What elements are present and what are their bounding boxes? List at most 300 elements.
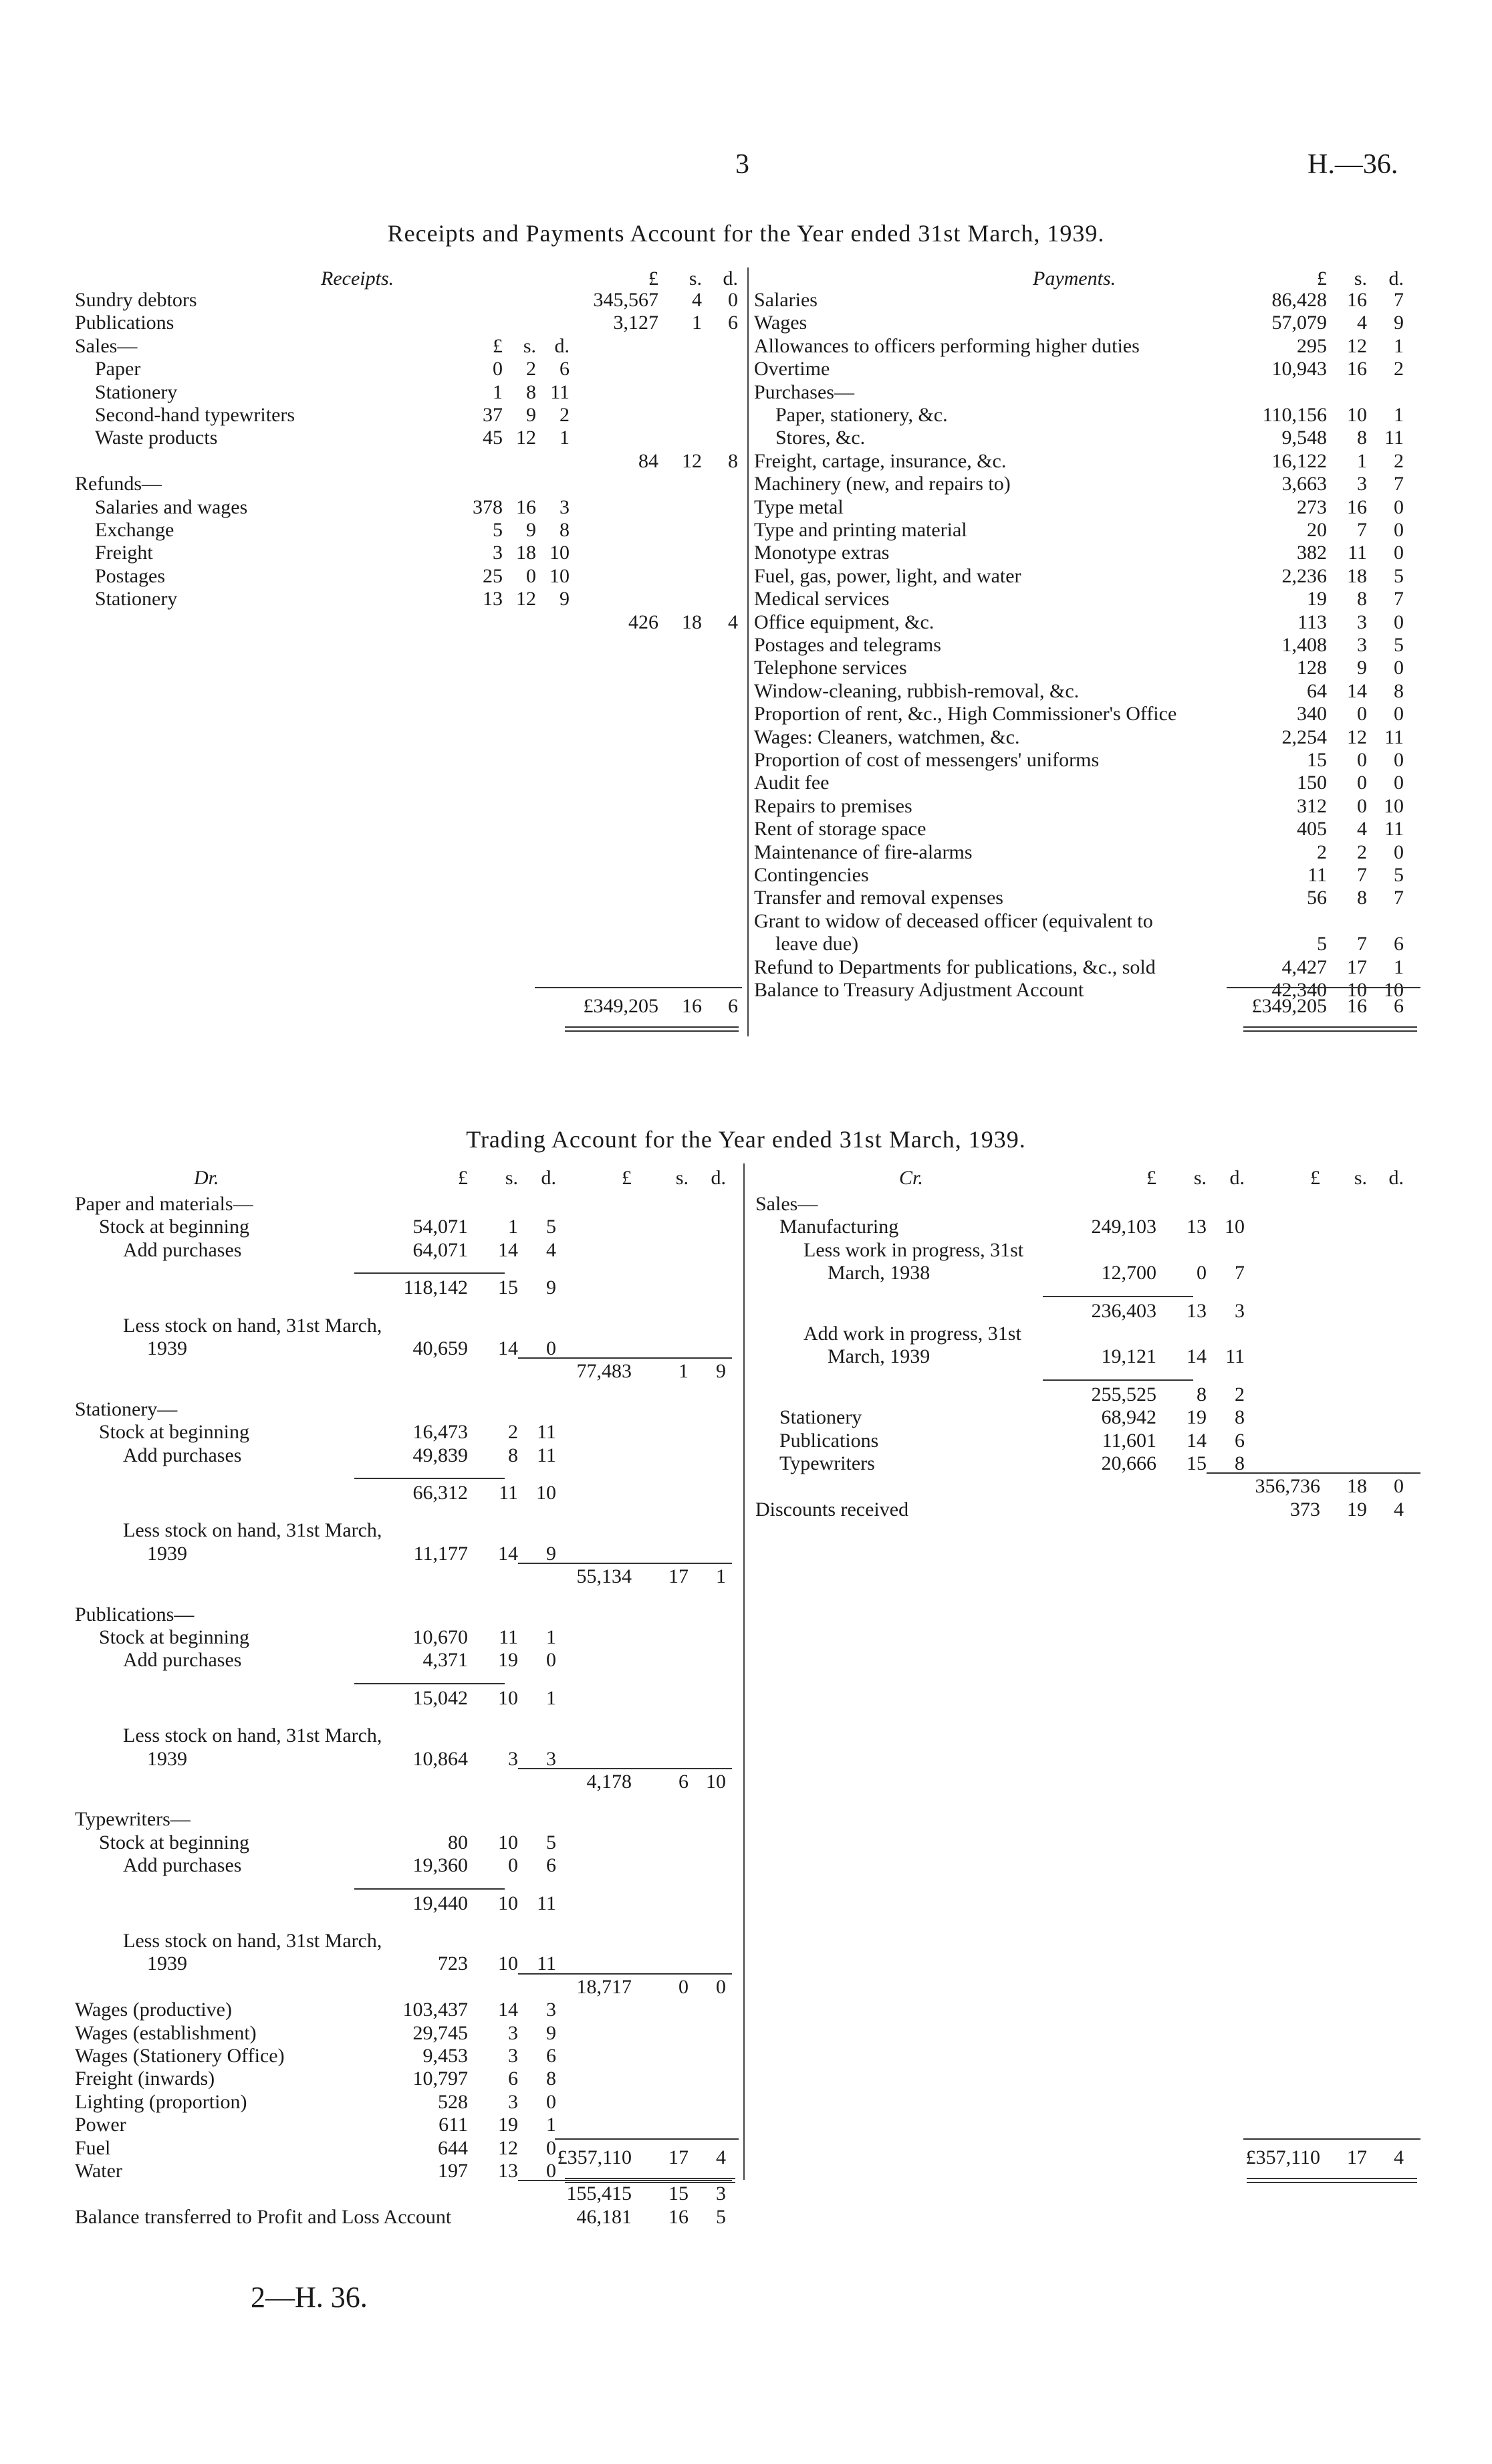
debit-row [0,1603,1492,1626]
payment-amount-shillings: 12 [1347,334,1367,357]
debit-label: Wages (Stationery Office) [75,2045,285,2067]
debit-amount-pence: 10 [706,1771,726,1793]
debit-sub-amount-pence: 8 [546,2067,556,2090]
debit-sum-rule [354,1888,505,1890]
payment-row [752,680,1420,703]
credit-row [0,1323,1492,1345]
receipts-total-pence: 6 [728,995,738,1017]
debit-sub-amount-pence: 9 [546,1276,556,1299]
receipts-double-rule [565,1030,739,1032]
debit-sub-amount-shillings: 12 [498,2136,518,2159]
credit-sub-amount-pounds: 11,601 [1102,1429,1156,1452]
debit-label: 1939 [147,1542,187,1565]
payment-amount-pence: 7 [1394,289,1404,311]
credit-double-rule [1247,2182,1417,2183]
payment-amount-shillings: 3 [1357,473,1367,495]
debit-label: Paper and materials— [75,1193,253,1215]
payment-amount-pounds: 3,663 [1281,473,1327,495]
credit-row [0,1300,1492,1323]
payment-label: Allowances to officers performing higher duties [754,334,1140,357]
payment-amount-pounds: 2 [1317,841,1327,863]
trading-column-heads [0,1167,1492,1190]
payment-label: Type metal [754,495,844,518]
payment-amount-pounds: 86,428 [1271,289,1327,311]
page-number: 3 [735,149,749,180]
payment-row [752,404,1420,427]
receipt-sub-amount-pence: 6 [560,358,570,380]
debit-sub-amount-pounds: 54,071 [412,1216,468,1238]
payments-total-pounds: £349,205 [1251,995,1327,1017]
payment-row [752,450,1420,473]
credit-sub-amount-pence: 8 [1235,1452,1245,1474]
payment-amount-shillings: 0 [1357,772,1367,794]
debit-row [0,1771,1492,1793]
payments-col-head-shillings: s. [1354,267,1367,290]
payments-col-head-pounds: £ [1317,267,1327,290]
debit-sub-amount-pounds: 611 [439,2114,468,2136]
debit-label: Stock at beginning [99,1216,249,1238]
receipt-sub-amount-pence: 10 [549,542,570,564]
receipt-amount-pounds: 426 [628,610,658,633]
debit-amount-pence: 9 [716,1360,726,1383]
debit-sub-amount-pounds: 49,839 [412,1444,468,1466]
payment-row [752,933,1420,956]
trading-account-title: Trading Account for the Year ended 31st March, 1939. [466,1126,1026,1153]
debit-sub-amount-pounds: 66,312 [412,1482,468,1504]
debit-sub-amount-pounds: 80 [448,1831,468,1854]
payment-amount-shillings: 18 [1347,564,1367,587]
receipt-sub-amount-pounds: 45 [483,427,503,449]
receipt-label: Second-hand typewriters [95,404,295,426]
receipt-sub-amount-shillings: 9 [526,404,536,426]
debit-sub-amount-shillings: 10 [498,1686,518,1709]
payment-amount-shillings: 11 [1348,542,1367,564]
credit-sub-amount-shillings: 13 [1187,1216,1207,1238]
credit-sub-amount-pounds: 68,942 [1101,1406,1156,1429]
debit-sub-amount-pence: 0 [546,2160,556,2182]
payment-label: Type and printing material [754,519,967,541]
payment-amount-pounds: 2,254 [1281,725,1327,748]
receipt-label: Sundry debtors [75,289,197,311]
payment-amount-shillings: 1 [1357,449,1367,472]
payment-label: Proportion of rent, &c., High Commissioner's Office [754,703,1177,725]
debit-amount-pence: 1 [716,1565,726,1588]
payment-amount-shillings: 9 [1357,657,1367,679]
payment-amount-pounds: 273 [1297,495,1327,518]
payment-amount-pounds: 110,156 [1262,404,1327,426]
debit-sub-amount-pence: 0 [546,2090,556,2113]
payment-amount-pounds: 382 [1297,542,1327,564]
debit-sub-amount-pence: 3 [546,1999,556,2021]
payments-double-rule [1243,1030,1417,1032]
receipt-label: Stationery [95,588,178,610]
receipt-row [0,496,742,519]
credit-amount-pounds: 373 [1290,1498,1320,1521]
debit-label: Balance transferred to Profit and Loss Account [75,2205,452,2228]
payment-amount-pounds: 312 [1297,794,1327,817]
credit-sub-amount-pence: 10 [1225,1216,1245,1238]
receipt-label: Refunds— [75,473,162,495]
receipt-amount-shillings: 18 [682,610,702,633]
credit-amount-pence: 0 [1394,1475,1404,1498]
debit-total-pounds: £357,110 [557,2146,632,2168]
receipt-label: Salaries and wages [95,495,248,518]
payment-amount-shillings: 0 [1357,749,1367,771]
credit-sub-amount-pence: 11 [1225,1345,1245,1368]
payment-label: Monotype extras [754,542,890,564]
debit-outer-head-pence: d. [711,1167,726,1189]
receipt-row [0,381,742,404]
receipt-sub-amount-pounds: 0 [493,358,503,380]
debit-subtotal-rule [518,1768,732,1769]
payment-label: Freight, cartage, insurance, &c. [754,449,1007,472]
payment-amount-pence: 10 [1384,979,1404,1001]
debit-sub-amount-shillings: 11 [499,1626,518,1648]
payment-amount-pence: 0 [1394,703,1404,725]
debit-total-rule [555,2138,739,2140]
page-signature: 2—H. 36. [251,2281,368,2314]
receipt-sub-amount-pence: 1 [560,427,570,449]
payment-amount-shillings: 16 [1347,289,1367,311]
debit-amount-pounds: 4,178 [586,1771,632,1793]
payment-amount-pounds: 64 [1307,679,1327,702]
payment-row [752,841,1420,864]
payment-amount-pounds: 150 [1297,772,1327,794]
credit-amount-shillings: 19 [1347,1498,1367,1521]
debit-sub-amount-pence: 11 [537,1892,556,1914]
debit-sub-amount-pence: 9 [546,2021,556,2044]
debit-total-pence: 4 [716,2146,726,2168]
debit-label: Stock at beginning [99,1421,249,1444]
debit-sub-amount-shillings: 3 [508,2090,518,2113]
payment-amount-pounds: 56 [1307,887,1327,909]
payment-label: Overtime [754,358,830,380]
receipt-amount-pence: 4 [728,610,738,633]
payment-label: Purchases— [754,380,854,403]
debit-sub-amount-shillings: 11 [499,1482,518,1504]
payment-amount-pence: 0 [1394,495,1404,518]
receipts-col-head-pounds: £ [648,267,658,290]
receipt-row [0,404,742,427]
debit-amount-pounds: 18,717 [576,1975,632,1998]
receipt-label: Sales— [75,334,138,357]
payment-amount-pence: 5 [1394,564,1404,587]
debit-row [0,2182,1492,2205]
payment-amount-pounds: 113 [1297,610,1327,633]
receipt-sub-amount-shillings: 8 [526,380,536,403]
credit-sub-amount-pounds: 19,121 [1101,1345,1156,1368]
debit-label: Stock at beginning [99,1626,249,1648]
debit-sub-amount-pounds: 4,371 [422,1649,468,1672]
receipts-total-pounds: £349,205 [583,995,658,1017]
receipt-sub-amount-pounds: 25 [483,564,503,587]
payment-amount-pence: 7 [1394,588,1404,610]
debit-sub-amount-pence: 1 [546,1686,556,1709]
credit-row [0,1475,1492,1498]
debit-sub-amount-pence: 5 [546,1831,556,1854]
debit-subtotal-rule [518,1973,732,1975]
payment-amount-pence: 0 [1394,519,1404,541]
debit-sub-amount-pounds: 9,453 [422,2045,468,2067]
credit-total-pounds: £357,110 [1245,2146,1320,2168]
receipt-row [0,473,742,495]
payment-amount-pence: 10 [1384,794,1404,817]
debit-label: 1939 [147,1337,187,1359]
credit-total-rule [1243,2138,1420,2140]
payment-label: Contingencies [754,864,869,886]
receipt-row [0,450,742,473]
payment-label: Transfer and removal expenses [754,887,1003,909]
payment-row [752,634,1420,657]
receipt-sub-amount-pence: 2 [560,404,570,426]
debit-row [0,2091,1492,2114]
payment-amount-shillings: 4 [1357,312,1367,334]
debit-sub-amount-pounds: 64,071 [412,1238,468,1261]
payment-amount-pence: 8 [1394,679,1404,702]
credit-sub-amount-pounds: 20,666 [1101,1452,1156,1474]
receipt-row [0,565,742,588]
receipt-sub-amount-pence: 8 [560,519,570,541]
receipt-label: Stationery [95,380,178,403]
credit-subtotal-rule [1207,1472,1420,1474]
receipt-row [0,519,742,542]
debit-sub-amount-pence: 1 [546,2114,556,2136]
payment-amount-shillings: 16 [1347,358,1367,380]
debit-label: Fuel [75,2136,111,2159]
debit-sub-amount-pence: 11 [537,1952,556,1975]
payment-amount-pounds: 11 [1308,864,1327,886]
credit-inner-head-shillings: s. [1193,1167,1207,1189]
payment-amount-pence: 2 [1394,358,1404,380]
debit-sub-amount-pounds: 723 [438,1952,468,1975]
credit-sub-amount-pence: 7 [1235,1262,1245,1284]
receipt-amount-shillings: 1 [692,312,702,334]
payment-label: Maintenance of fire-alarms [754,841,973,863]
receipt-sub-amount-pounds: 3 [493,542,503,564]
debit-double-rule [565,2182,735,2183]
payment-row [752,496,1420,519]
debit-sub-amount-pounds: 644 [438,2136,468,2159]
debit-sub-amount-shillings: 3 [508,1747,518,1770]
debit-sub-amount-pounds: 19,440 [412,1892,468,1914]
receipt-sub-amount-pence: 3 [560,495,570,518]
payment-row [752,335,1420,358]
credit-row [0,1239,1492,1262]
debit-sum-rule [354,1683,505,1684]
payment-row [752,818,1420,841]
receipt-sub-amount-shillings: 9 [526,519,536,541]
debit-row [0,1854,1492,1877]
payments-total-pence: 6 [1394,995,1404,1017]
payment-row [752,749,1420,772]
payment-amount-pence: 11 [1384,427,1404,449]
credit-sub-amount-shillings: 8 [1197,1383,1207,1406]
receipt-amount-pence: 8 [728,449,738,472]
payment-label: Fuel, gas, power, light, and water [754,564,1021,587]
debit-sub-amount-shillings: 0 [508,1854,518,1877]
payment-label: Window-cleaning, rubbish-removal, &c. [754,679,1080,702]
credit-label: Stationery [779,1406,862,1429]
payment-label: Medical services [754,588,890,610]
payment-row [752,703,1420,725]
credit-sub-amount-pounds: 236,403 [1091,1299,1156,1322]
payment-label: Stores, &c. [775,427,866,449]
payment-amount-pounds: 57,079 [1271,312,1327,334]
debit-row [0,1831,1492,1854]
payment-amount-shillings: 7 [1357,519,1367,541]
credit-inner-head-pounds: £ [1146,1167,1156,1189]
receipt-sub-amount-shillings: 16 [516,495,536,518]
debit-amount-pounds: 46,181 [576,2205,632,2228]
debit-sub-amount-pounds: 103,437 [402,1999,468,2021]
debit-sub-amount-shillings: 6 [508,2067,518,2090]
debit-sub-amount-pounds: 118,142 [403,1276,468,1299]
debit-sub-amount-pence: 4 [546,1238,556,1261]
payment-amount-shillings: 3 [1357,634,1367,656]
debit-row [0,2067,1492,2090]
credit-heading: Cr. [899,1167,923,1189]
debit-sub-amount-pounds: 40,659 [412,1337,468,1359]
credit-label: Discounts received [755,1498,909,1521]
payment-amount-shillings: 7 [1357,864,1367,886]
payment-label: Balance to Treasury Adjustment Account [754,979,1084,1001]
debit-label: Stationery— [75,1397,178,1420]
receipt-amount-pounds: 3,127 [613,312,658,334]
debit-label: Less stock on hand, 31st March, [123,1314,382,1337]
receipt-row [0,427,742,449]
credit-total-pence: 4 [1394,2146,1404,2168]
payment-amount-pounds: 15 [1307,749,1327,771]
debit-amount-shillings: 16 [668,2205,689,2228]
receipts-col-head-shillings: s. [689,267,702,290]
credit-row [0,1262,1492,1284]
payment-label: Paper, stationery, &c. [775,404,948,426]
debit-label: Freight (inwards) [75,2067,215,2090]
debit-amount-shillings: 15 [668,2182,689,2205]
credit-row [0,1345,1492,1368]
payment-row [752,657,1420,679]
credit-amount-pounds: 356,736 [1255,1475,1320,1498]
debit-sub-amount-pence: 5 [546,1216,556,1238]
credit-amount-pence: 4 [1394,1498,1404,1521]
payment-amount-shillings: 0 [1357,703,1367,725]
debit-sub-amount-shillings: 10 [498,1952,518,1975]
payment-amount-shillings: 2 [1357,841,1367,863]
debit-sub-amount-shillings: 13 [498,2160,518,2182]
receipt-sub-amount-shillings: 18 [516,542,536,564]
payment-row [752,358,1420,380]
payment-amount-pounds: 128 [1297,657,1327,679]
payment-row [752,887,1420,909]
payment-row [752,289,1420,312]
credit-row [0,1430,1492,1452]
receipt-sub-amount-shillings: 0 [526,564,536,587]
credit-label: Sales— [755,1193,818,1215]
debit-label: Lighting (proportion) [75,2090,247,2113]
debit-row [0,1952,1492,1975]
debit-row [0,1724,1492,1747]
receipt-sub-amount-pounds: 378 [473,495,503,518]
payment-row [752,381,1420,404]
payment-amount-pence: 0 [1394,772,1404,794]
payment-row [752,427,1420,449]
payments-double-rule [1243,1026,1417,1028]
credit-double-rule [1247,2178,1417,2179]
payment-row [752,795,1420,818]
credit-row [0,1452,1492,1475]
debit-row [0,1999,1492,2021]
payment-row [752,473,1420,495]
credit-inner-head-pence: d. [1229,1167,1245,1189]
credit-label: Add work in progress, 31st [803,1323,1021,1345]
payment-amount-pounds: 10,943 [1271,358,1327,380]
debit-sub-amount-pence: 0 [546,1337,556,1359]
debit-row [0,2114,1492,2136]
debit-sub-amount-pounds: 16,473 [412,1421,468,1444]
debit-sub-amount-shillings: 1 [508,1216,518,1238]
receipt-row [0,611,742,634]
receipt-sub-amount-pounds: 13 [483,588,503,610]
debit-label: Publications— [75,1603,195,1626]
payment-label: Proportion of cost of messengers' uniforms [754,749,1100,771]
debit-amount-pounds: 155,415 [566,2182,632,2205]
payment-amount-pence: 1 [1394,404,1404,426]
receipt-sub-amount-shillings: s. [523,334,536,357]
receipt-row [0,289,742,312]
receipt-amount-shillings: 12 [682,449,702,472]
credit-sub-amount-shillings: 19 [1187,1406,1207,1429]
payment-label: Salaries [754,289,818,311]
debit-sub-amount-pence: 0 [546,2136,556,2159]
payment-row [752,542,1420,564]
credit-total-shillings: 17 [1347,2146,1367,2168]
receipt-sub-amount-pounds: 5 [493,519,503,541]
receipt-sub-amount-pounds: £ [493,334,503,357]
payment-amount-pounds: 5 [1317,933,1327,956]
payment-amount-pence: 1 [1394,956,1404,978]
payment-label: Office equipment, &c. [754,610,935,633]
receipts-total-shillings: 16 [682,995,702,1017]
payment-amount-pounds: 9,548 [1281,427,1327,449]
payment-label: Rent of storage space [754,818,926,841]
payment-label: Machinery (new, and repairs to) [754,473,1011,495]
credit-label: Publications [779,1429,879,1452]
credit-label: Less work in progress, 31st [803,1238,1024,1261]
debit-row [0,1976,1492,1999]
debit-sub-amount-shillings: 3 [508,2021,518,2044]
debit-sub-amount-pence: 3 [546,1747,556,1770]
credit-sum-rule [1043,1296,1193,1297]
credit-row [0,1383,1492,1406]
debit-row [0,2206,1492,2229]
payment-amount-pence: 6 [1394,933,1404,956]
receipt-amount-pence: 6 [728,312,738,334]
debit-amount-shillings: 17 [668,1565,689,1588]
receipt-row [0,312,742,334]
credit-sub-amount-shillings: 0 [1197,1262,1207,1284]
debit-label: Add purchases [123,1238,242,1261]
payment-amount-pence: 0 [1394,610,1404,633]
payment-amount-shillings: 4 [1357,818,1367,841]
payment-amount-shillings: 16 [1347,495,1367,518]
payment-label: leave due) [775,933,859,956]
credit-row [0,1216,1492,1238]
debit-row [0,1687,1492,1710]
debit-inner-head-shillings: s. [505,1167,518,1189]
payment-amount-pounds: 20 [1307,519,1327,541]
payment-row [752,956,1420,979]
receipt-label: Freight [95,542,153,564]
